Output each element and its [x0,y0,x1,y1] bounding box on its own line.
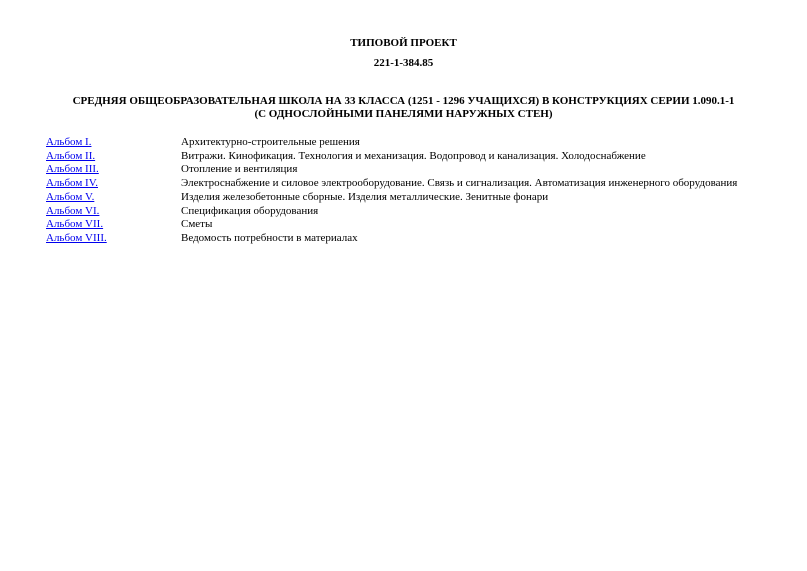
album-description-1: Архитектурно-строительные решения [181,136,360,148]
album-row-6 [46,205,787,219]
album-description-8: Ведомость потребности в материалах [181,231,358,244]
document-title-line-1: СРЕДНЯЯ ОБЩЕОБРАЗОВАТЕЛЬНАЯ ШКОЛА НА 33 КЛАССА (1251 - 1296 УЧАЩИХСЯ) В КОНСТРУКЦИЯХ СЕРИИ 1.090.1-1 [72,95,735,107]
album-description-6: Спецификация оборудования [181,204,319,217]
album-description-3: Отопление и вентиляция [181,163,298,176]
album-link-2[interactable]: Альбом II. [46,149,96,162]
album-description-4: Электроснабжение и силовое электрооборудование. Связь и сигнализация. Автоматизация инженерного оборудования [181,177,738,190]
album-link-7[interactable]: Альбом VII. [46,218,104,231]
project-type-heading: ТИПОВОЙ ПРОЕКТ [350,37,457,49]
album-link-3[interactable]: Альбом III. [46,163,99,176]
album-link-8[interactable]: Альбом VIII. [46,231,107,244]
album-description-7: Сметы [181,218,213,231]
document-title-line-2: (С ОДНОСЛОЙНЫМИ ПАНЕЛЯМИ НАРУЖНЫХ СТЕН) [254,108,553,120]
album-link-5[interactable]: Альбом V. [46,190,95,203]
album-row-1 [46,136,787,150]
album-link-6[interactable]: Альбом VI. [46,204,100,217]
album-row-2 [46,150,787,164]
album-row-3 [46,163,787,177]
album-description-2: Витражи. Кинофикация. Технология и механизация. Водопровод и канализация. Холодоснабжение [181,149,646,162]
project-number-heading: 221-1-384.85 [373,57,434,69]
album-link-1[interactable]: Альбом I. [46,136,92,148]
album-description-5: Изделия железобетонные сборные. Изделия металлические. Зенитные фонари [181,190,549,203]
album-row-5 [46,191,787,205]
album-row-4 [46,177,787,191]
album-list [46,136,787,246]
album-link-4[interactable]: Альбом IV. [46,177,98,190]
document-title [0,95,807,121]
album-row-8 [46,232,787,246]
album-row-7 [46,218,787,232]
